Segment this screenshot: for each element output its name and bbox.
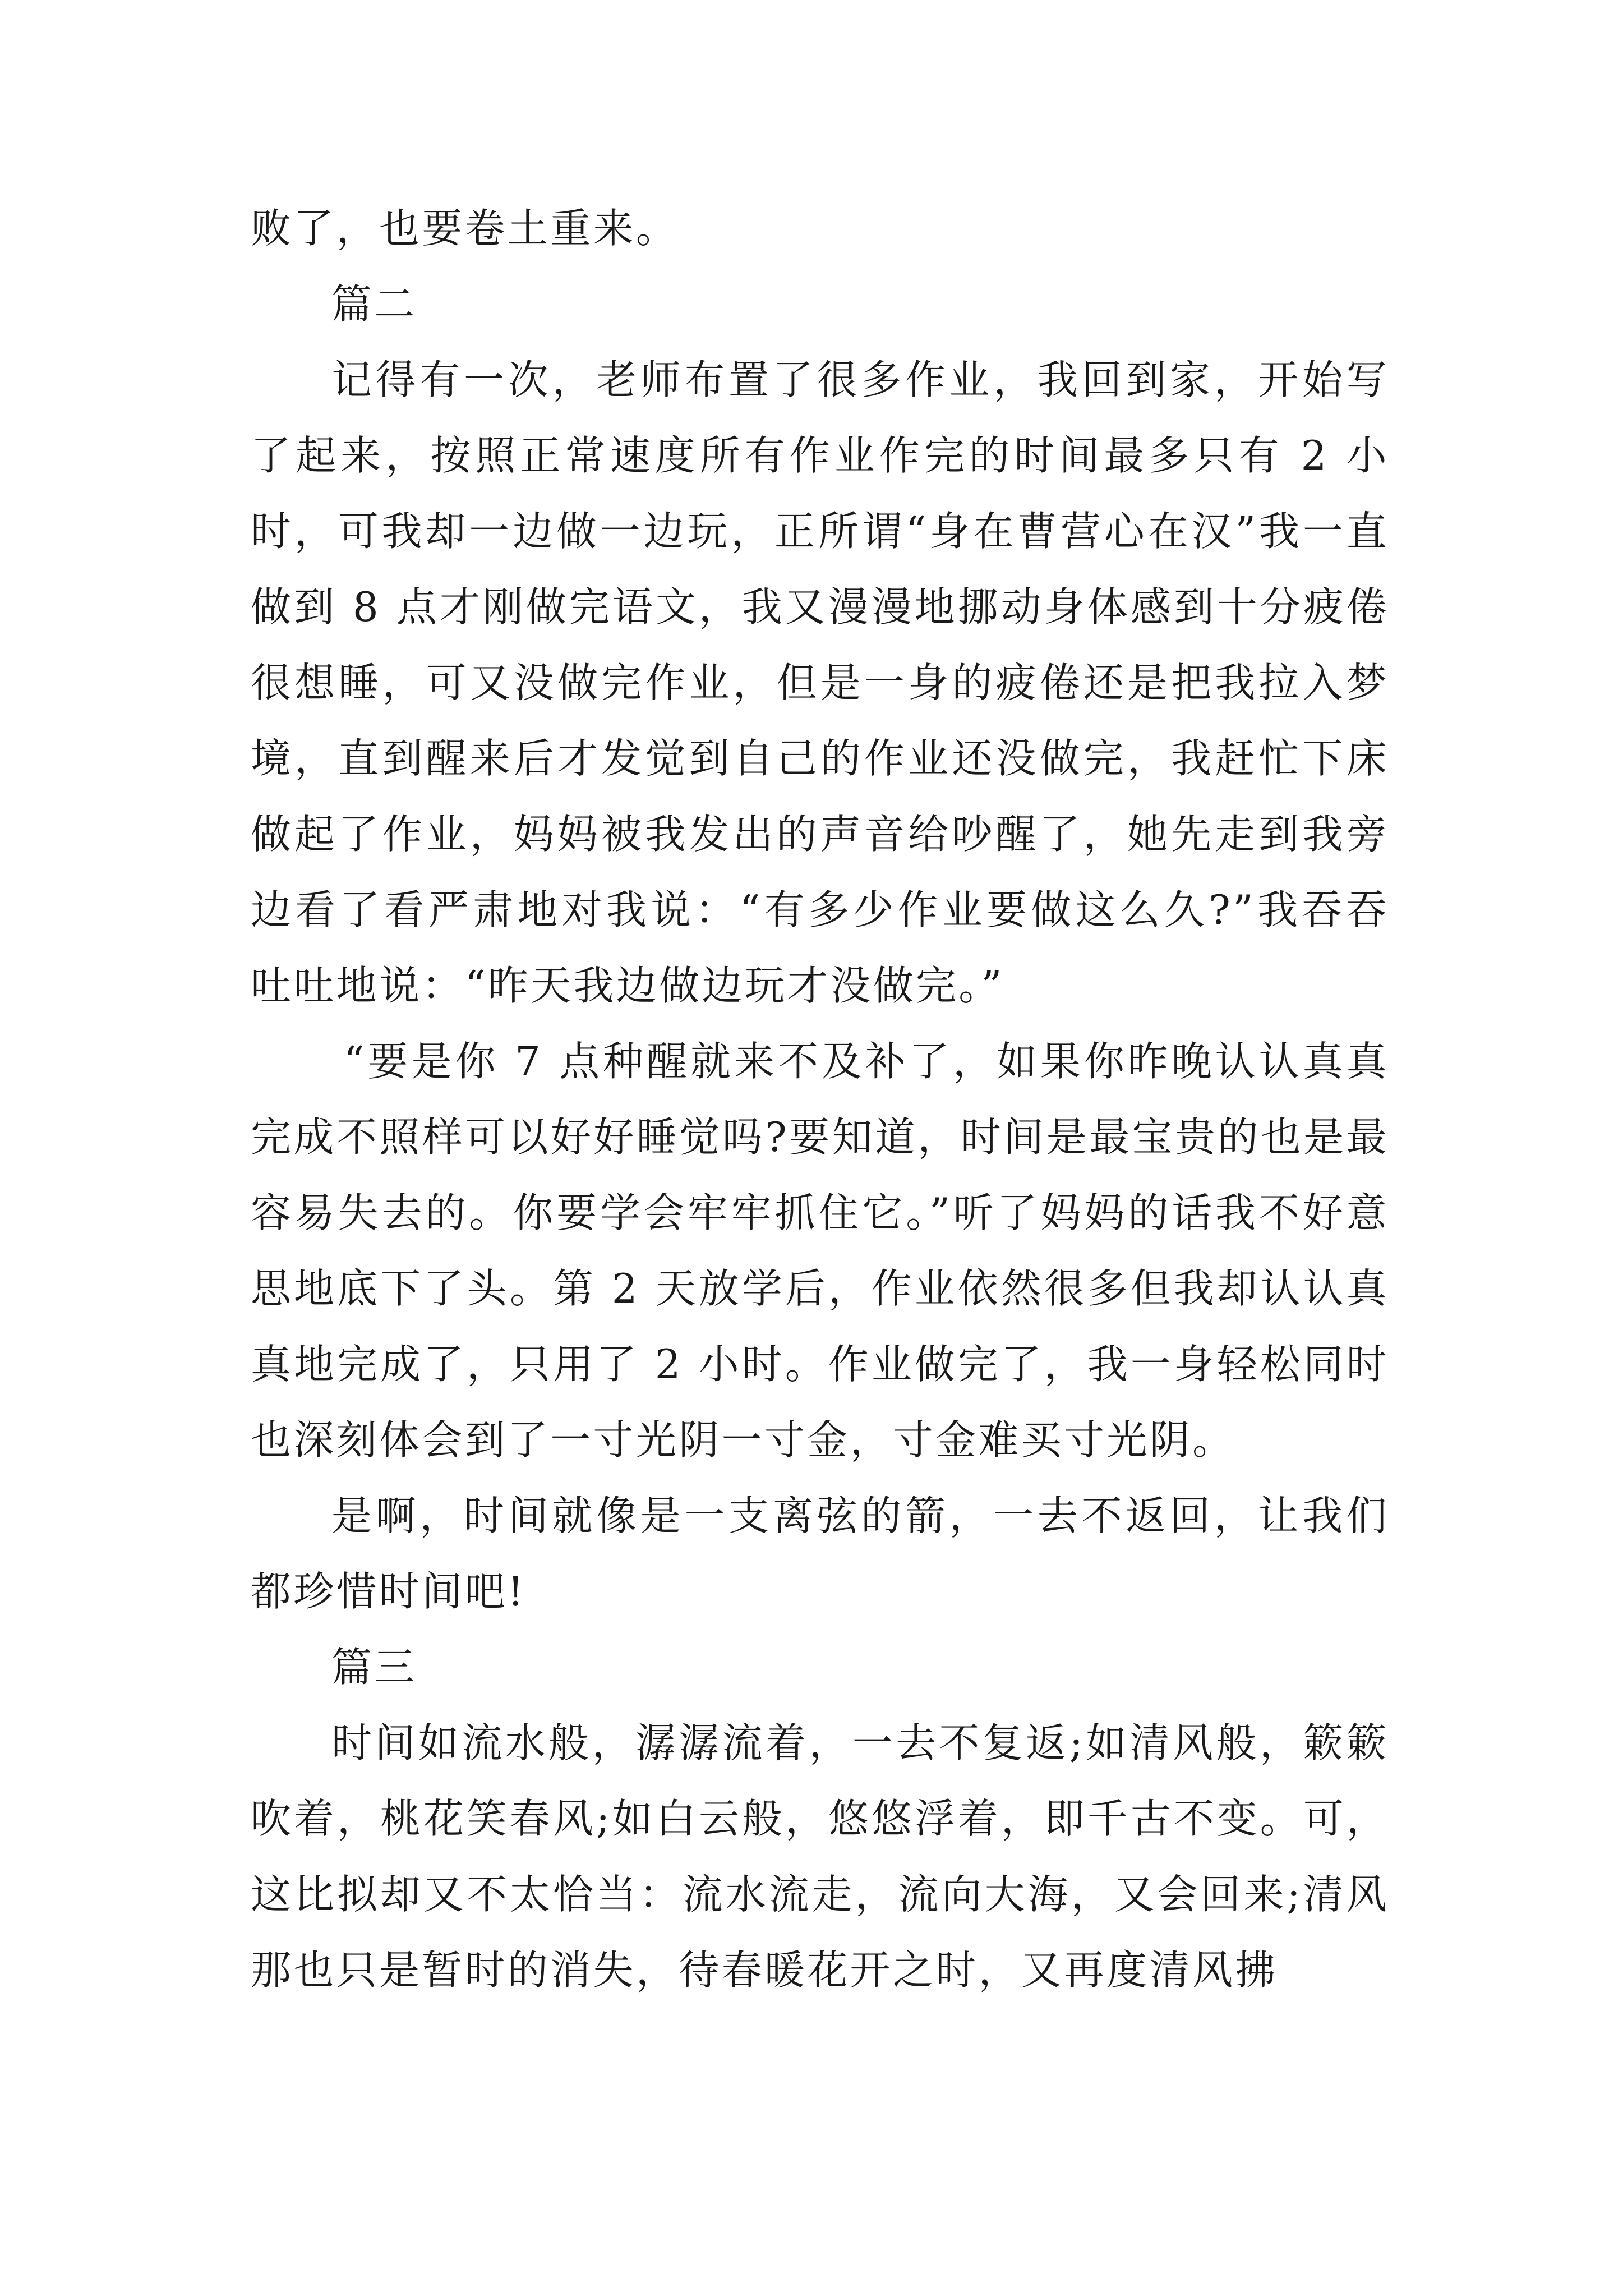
paragraph: “要是你 7 点种醒就来不及补了，如果你昨晚认认真真完成不照样可以好好睡觉吗?要知道，时间是最宝贵的也是最容易失去的。你要学会牢牢抓住它。”听了妈妈的话我不好意思地底下了头。第 2 天放学后，作业依然很多但我却认认真真地完成了，只用了 2 小时。作业做完了，我一身轻松同时也深刻体会到了一寸光阴一寸金，寸金难买寸光阴。 xyxy=(251,1038,1389,1464)
paragraph: 是啊，时间就像是一支离弦的箭，一去不返回，让我们都珍惜时间吧! xyxy=(251,1492,1389,1615)
section-heading-2: 篇二 xyxy=(331,280,417,328)
body-text xyxy=(251,191,1389,2008)
paragraph: 记得有一次，老师布置了很多作业，我回到家，开始写了起来，按照正常速度所有作业作完的时间最多只有 2 小时，可我却一边做一边玩，正所谓“身在曹营心在汉”我一直做到 8 点才刚做完语文，我又漫漫地挪动身体感到十分疲倦很想睡，可又没做完作业，但是一身的疲倦还是把我拉入梦境，直到醒来后才发觉到自己的作业还没做完，我赶忙下床做起了作业，妈妈被我发出的声音给吵醒了，她先走到我旁边看了看严肃地对我说：“有多少作业要做这么久?”我吞吞吐吐地说：“昨天我边做边玩才没做完。” xyxy=(251,356,1389,1009)
paragraph-continuation: 败了，也要卷土重来。 xyxy=(251,205,679,252)
section-heading-3: 篇三 xyxy=(331,1644,417,1691)
paragraph: 时间如流水般，潺潺流着，一去不复返;如清风般，簌簌吹着，桃花笑春风;如白云般，悠悠浮着，即千古不变。可，这比拟却又不太恰当：流水流走，流向大海，又会回来;清风那也只是暂时的消失，待春暖花开之时，又再度清风拂 xyxy=(251,1719,1389,1994)
